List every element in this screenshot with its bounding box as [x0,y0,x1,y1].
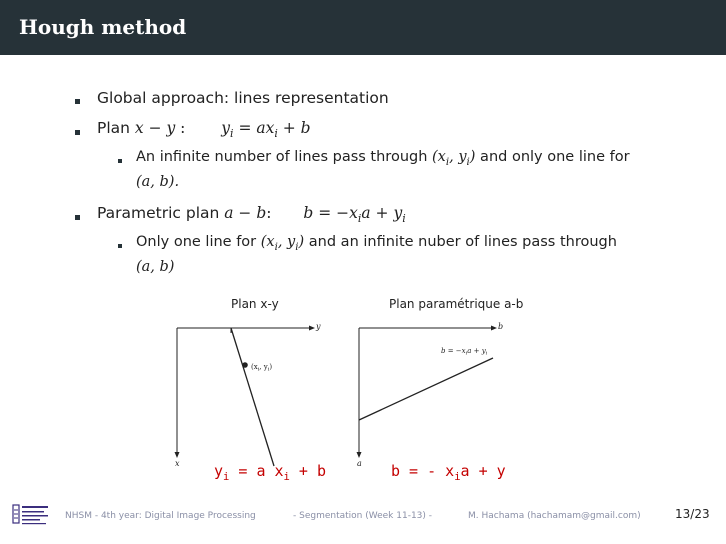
right-plot-caption: Plan paramétrique a-b [389,297,524,311]
sub-bullet-ab: (a, b). [136,174,180,190]
point-sub: i [267,366,270,373]
text-span: Only one line for [136,234,261,250]
point-text: ) [269,363,273,371]
math-span: , y [449,149,467,165]
point-text: (x [251,363,258,371]
text-span: and an infinite nuber of lines pass through [304,234,617,250]
bullet-global-approach: Global approach: lines representation [97,89,389,107]
eq-sub: i [274,127,278,141]
math-sub: i [295,241,299,253]
hough-figure [173,316,513,468]
eq-text: y [214,462,224,480]
eq-text: a + y [460,462,506,480]
bullet-marker [75,130,80,135]
math-span: a + y [361,204,403,222]
eq-text: = a x [229,462,284,480]
point-text: , y [259,363,268,371]
eq-axi: = ax [233,119,275,137]
eq-sub: i [465,350,468,357]
left-red-equation [214,462,326,483]
eq-sub: i [230,127,234,141]
bullet-marker [75,215,80,220]
math-sub: i [402,212,406,226]
plan-xy-colon: : [175,119,186,137]
left-axis-x-label: x [175,459,180,468]
right-axis-b-label: b [498,322,504,331]
eq-sub: i [454,471,461,483]
right-red-equation [391,462,506,483]
eq-text: b = - x [391,462,455,480]
sub-bullet-infinite-lines [136,149,630,168]
math-span: b = −x [303,204,358,222]
eq-text: a + y [467,347,486,355]
point-sub: i [257,366,260,373]
footer-author: M. Hachama (hachamam@gmail.com) [468,511,641,521]
left-plot-caption: Plan x-y [231,297,279,311]
footer-section: - Segmentation (Week 11-13) - [293,511,433,521]
eq-sub: i [283,471,290,483]
math-span: , y [277,234,296,250]
bullet-plan-xy [97,119,311,140]
right-axis-a-label: a [357,459,362,468]
sub-bullet-one-line [136,234,617,253]
math-span: ) [298,234,305,250]
footer-course: NHSM - 4th year: Digital Image Processing [65,511,256,521]
left-point [242,362,248,368]
text-span: An infinite number of lines pass through [136,149,433,165]
eq-yi: y [221,119,231,137]
left-axis-y-label: y [316,322,321,331]
sub-bullet-marker [118,244,122,248]
math-sub: i [274,241,278,253]
text-span: Parametric plan [97,204,225,222]
eq-plus-b: + b [277,119,311,137]
sub-bullet-marker [118,159,122,163]
math-span: (x [260,234,275,250]
math-span: ) [469,149,476,165]
eq-text: b = −x [441,347,466,355]
institution-logo-icon [12,502,52,528]
eq-sub: i [485,350,488,357]
eq-text: + b [289,462,326,480]
sub-bullet-ab-2: (a, b) [136,259,175,275]
eq-sub: i [223,471,230,483]
bullet-marker [75,99,80,104]
figure-background [173,316,513,468]
math-span: : [266,204,272,222]
text-span: and only one line for [475,149,630,165]
plan-xy-math: x − y [134,119,176,137]
math-sub: i [466,156,470,168]
footer-page-number: 13/23 [675,507,710,521]
slide-title: Hough method [19,15,187,39]
math-span: a − b [224,204,267,222]
bullet-parametric-plan [97,204,406,225]
math-sub: i [357,212,362,226]
math-span: (x [432,149,446,165]
slide-footer [0,498,726,538]
math-sub: i [445,156,450,168]
plan-label: Plan [97,119,135,137]
